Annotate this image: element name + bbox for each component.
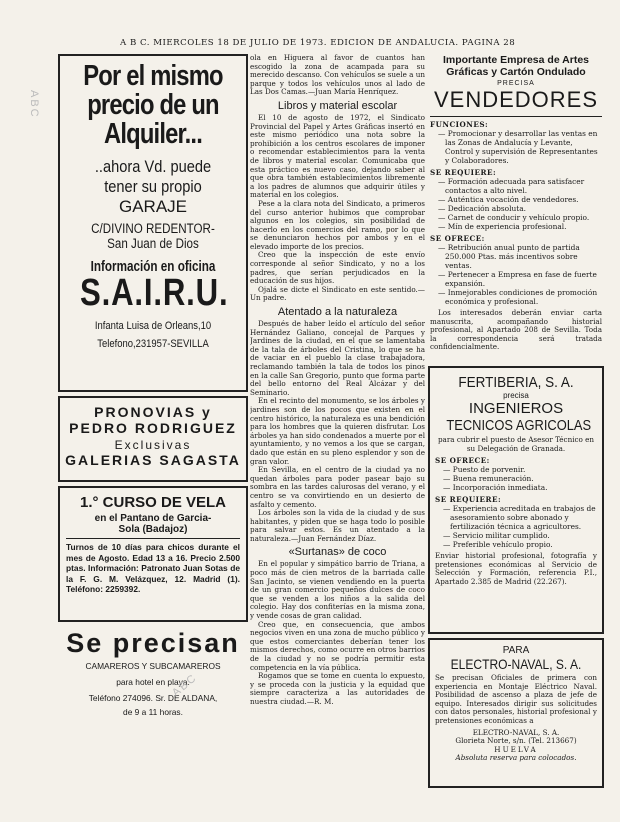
ad-vendedores-lab2: SE REQUIERE: xyxy=(430,168,497,177)
ad-electro-line6: HUELVA xyxy=(494,744,538,754)
ad-vela-sub1: en el Pantano de Garcia- xyxy=(94,513,212,524)
ad-vendedores-funciones xyxy=(430,129,602,165)
column-left xyxy=(58,54,248,726)
ad-vendedores-foot: Los interesados deberán enviar carta manuscrita, acompañando historial profesional, al Apartado 208 de Sevilla. Toda la correspondencia será tratada confidencialmente. xyxy=(430,308,602,352)
ad-vendedores-ofrece xyxy=(430,243,602,306)
ad-vendedores-r1: — Formación adecuada para satisfacer contactos a alto nivel. xyxy=(438,177,585,195)
article-p9: En el popular y simpático barrio de Triana, a poco más de cien metros de la barriada calle San Jacinto, se vienen vendiendo en la puerta de un gran comercio pequeños dulces de coco que se venden a los niños a la salida del colegio. Hay dos confiterías en la misma zona, y vende cosas de gran calidad. xyxy=(250,559,425,621)
ad-fertiberia-o1: — Puesto de porvenir. xyxy=(443,465,526,475)
ad-garaje-line1: Por el mismo xyxy=(83,60,223,92)
ad-vendedores-r4: — Carnet de conducir y vehículo propio. xyxy=(438,213,590,222)
ad-fertiberia-line4: TECNICOS AGRICOLAS xyxy=(446,417,592,434)
ad-fertiberia-o2: — Buena remuneración. xyxy=(443,474,534,484)
ad-electro-line2: ELECTRO-NAVAL, S. A. xyxy=(450,656,582,672)
ad-precisan xyxy=(58,626,248,722)
ad-electro-line3: Se precisan Oficiales de primera con experiencia en Montaje Eléctrico Naval. Posibilidad de ascenso a plaza de jefe de equipo. Interesados dirigir sus solicitudes con datos personales, historial profesional y pretensiones económicas a xyxy=(435,673,597,725)
ad-garaje-line9: Información en oficina xyxy=(90,258,216,275)
ad-vendedores-r3: — Dedicación absoluta. xyxy=(438,204,526,213)
ad-fertiberia xyxy=(428,366,604,634)
ad-vendedores-line2: Gráficas y Cartón Ondulado xyxy=(446,66,586,78)
article-p8: Los árboles son la vida de la ciudad y de sus habitantes, y piden que se haga todo lo posible para salvar estos. Es un atentado a la naturaleza.—Juan Fernández Díaz. xyxy=(250,508,425,543)
ad-vendedores-o1: — Retribución anual punto de partida 250.000 Ptas. más incentivos sobre ventas. xyxy=(438,243,580,270)
column-right xyxy=(428,54,604,792)
ad-vela xyxy=(58,486,248,622)
ad-precisan-line3: Teléfono 274096. Sr. DE ALDANA, xyxy=(88,693,218,703)
ad-vendedores-rule xyxy=(430,116,602,117)
watermark-left: ABC xyxy=(28,90,40,119)
article-p11: Rogamos que se tome en cuenta lo expuesto, y se proceda con la justicia y la equidad que siempre caracteriza a las autoridades de nuestra ciudad.—R. M. xyxy=(250,671,425,706)
ad-fertiberia-line3: INGENIEROS xyxy=(468,400,564,417)
article-p6: En el recinto del monumento, se los árboles y jardines son de los pocos que existen en el centro histórico, la naturaleza es una bendición para los hombres que la quieren disfrutar. Los árboles ya han sido condenados a muerte por el ayuntamiento, y no vemos a los que se cargan, dado que están en su pleno esplendor y son de gran valor. xyxy=(250,396,425,466)
ad-garaje-line12: Telefono,231957-SEVILLA xyxy=(97,338,209,350)
ad-vendedores-o3: — Inmejorables condiciones de promoción económica y profesional. xyxy=(438,288,598,306)
ad-fertiberia-line1: FERTIBERIA, S. A. xyxy=(458,374,574,391)
ad-garaje-line11: Infanta Luisa de Orleans,10 xyxy=(94,320,212,332)
article-p3: Creo que la inspección de este envío corresponde al señor Sindicato, y no a los padres, que serían perjudicados en la educación de sus hijos. xyxy=(250,250,425,286)
ad-garaje xyxy=(58,54,248,392)
ad-vendedores-requiere xyxy=(430,177,602,231)
ad-pronovias-line1: PRONOVIAS y xyxy=(94,404,212,420)
ad-vela-title: 1.° CURSO DE VELA xyxy=(79,494,227,511)
ad-precisan-line2: para hotel en playa. xyxy=(116,677,190,687)
article-p2: Pese a la clara nota del Sindicato, a primeros del curso anterior hubimos que comprobar algunos en los colegios, sin posibilidad de hacerlo en los comercios del ramo, por lo que se denunciaron hechos por ambos y en el elevado importe de los precios. xyxy=(250,198,425,251)
ad-electro-naval xyxy=(428,638,604,788)
ad-garaje-line2: precio de un xyxy=(87,89,219,121)
article-p10: Creo que, en consecuencia, que ambos negocios viven en una zona de mucho público y que estos comerciantes deberían tener los mismos derechos, como ocurre en otros barrios de la ciudad y no se podría permitir esta competencia en la vía pública. xyxy=(250,619,425,672)
ad-vela-body: Turnos de 10 días para chicos durante el mes de Agosto. Edad 13 a 16. Precio 2.500 ptas. Información: Patronato Juan Sotas de la F. G. M. Velázquez, 12. Madrid (1). Teléfono: 2259392. xyxy=(66,542,240,595)
ad-fertiberia-r2: — Servicio militar cumplido. xyxy=(443,531,550,541)
ad-vela-sub2: Sola (Badajoz) xyxy=(118,524,188,535)
ad-electro-line4: ELECTRO-NAVAL, S. A. xyxy=(472,727,560,737)
article-intro: ola en Higuera al favor de cuantos han escogido la zona de acampada para su merecido descanso. Con vehículos se suele a un parque y todos los vehículos unos al lado de Las Dos Camas.—Juan María Henríquez. xyxy=(250,54,425,97)
ad-fertiberia-ofrece xyxy=(435,465,597,492)
article-heading-surtanas: «Surtanas» de coco xyxy=(288,546,387,559)
ad-precisan-line1: CAMAREROS Y SUBCAMAREROS xyxy=(85,661,221,671)
ad-vendedores-r5: — Mín de experiencia profesional. xyxy=(438,222,567,231)
ad-fertiberia-requiere xyxy=(435,504,597,549)
ad-fertiberia-o3: — Incorporación inmediata. xyxy=(443,483,548,493)
article-p4: Ojalá se dicte el Sindicato en este sentido.—Un padre. xyxy=(250,284,425,303)
ad-garaje-line8: San Juan de Dios xyxy=(107,236,199,251)
article-heading-atentado: Atentado a la naturaleza xyxy=(277,306,398,319)
ad-vendedores-o2: — Pertenecer a Empresa en fase de fuerte expansión. xyxy=(438,270,597,288)
ad-pronovias-line2: PEDRO RODRIGUEZ xyxy=(69,420,237,436)
ad-garaje-line6: GARAJE xyxy=(118,197,188,216)
article-p5: Después de haber leído el artículo del señor Hernández Galiano, concejal de Parques y Jardines de la ciudad, en el que se lamentaba de la tala de árboles del Cristina, lo que se ha de vaciar en el pueblo la clase trabajadora, reclamando también la tala de todos los pinos en la calle San Gregorio, punto que forma parte del bello entorno del Real Alcázar y del Seminario. xyxy=(250,319,425,397)
ad-fertiberia-lab1: SE OFRECE: xyxy=(435,456,490,466)
ad-fertiberia-line2: precisa xyxy=(503,391,529,400)
ad-fertiberia-r3: — Preferible vehículo propio. xyxy=(443,540,553,550)
ad-vendedores-line3: PRECISA xyxy=(497,80,535,87)
ad-vendedores-r2: — Auténtica vocación de vendedores. xyxy=(438,195,579,204)
ad-fertiberia-line5: para cubrir el puesto de Asesor Técnico en su Delegación de Granada. xyxy=(437,435,595,453)
ad-vendedores-lab1: FUNCIONES: xyxy=(430,120,489,129)
ad-vendedores-line1: Importante Empresa de Artes xyxy=(442,54,590,66)
ad-vela-rule xyxy=(66,538,240,539)
page-header: A B C. MIERCOLES 18 DE JULIO DE 1973. EDICION DE ANDALUCIA. PAGINA 28 xyxy=(120,38,516,48)
ad-precisan-title: Se precisan xyxy=(66,628,240,658)
ad-electro-line1: PARA xyxy=(502,645,530,656)
ad-garaje-line10: S.A.I.R.U. xyxy=(80,272,229,314)
ad-vendedores-f1: — Promocionar y desarrollar las ventas en las Zonas de Andalucía y Levante, Control y supervisión de Representantes y Colaboradores. xyxy=(438,129,598,165)
article-heading-libros: Libros y material escolar xyxy=(277,99,398,112)
article-p7: En Sevilla, en el centro de la ciudad ya no quedan árboles para poder pasear bajo su sombra en las tardes calurosas del verano, y el centro se va convirtiendo en un desierto de asfalto y cemento. xyxy=(250,465,425,509)
ad-vendedores-lab3: SE OFRECE: xyxy=(430,234,485,243)
ad-fertiberia-foot: Enviar historial profesional, fotografía y pretensiones económicas al Servicio de Selección y Formación, referencia P.I., Apartado 2.385 de Madrid (22.267). xyxy=(435,551,597,586)
ad-garaje-line3: Alquiler... xyxy=(103,118,203,150)
ad-fertiberia-lab2: SE REQUIERE: xyxy=(435,495,502,505)
column-article xyxy=(250,54,425,784)
ad-garaje-line7: C/DIVINO REDENTOR- xyxy=(91,221,215,236)
ad-fertiberia-r1: — Experiencia acreditada en trabajos de asesoramiento sobre abonado y fertilización técnica a agricultores. xyxy=(443,504,596,532)
ad-electro-line5: Glorieta Norte, s/n. (Tel. 213667) xyxy=(455,736,577,746)
ad-pronovias-line4: GALERIAS SAGASTA xyxy=(65,452,241,468)
ad-garaje-line5: tener su propio xyxy=(104,177,202,196)
ad-garaje-line4: ..ahora Vd. puede xyxy=(94,157,212,176)
ad-vendedores xyxy=(428,54,604,366)
ad-pronovias-line3: Exclusivas xyxy=(114,438,192,452)
ad-precisan-line4: de 9 a 11 horas. xyxy=(123,707,183,717)
article-p1: El 10 de agosto de 1972, el Sindicato Provincial del Papel y Artes Gráficas insertó en este mismo periódico una nota sobre la prohibición a los centros escolares de imponer o recomendar establecimientos para la venta de libros y material escolar. Comunicaba que esta práctico es nuevo caso, dejando saber al que obra también establecimientos libremente a los padres de alumnos que adquirir útiles y material en los colegios. xyxy=(250,112,425,200)
ad-pronovias xyxy=(58,396,248,482)
ad-electro-line7: Absoluta reserva para colocados. xyxy=(455,753,577,763)
ad-vendedores-line4: VENDEDORES xyxy=(433,87,599,112)
watermark-bottom: ABC xyxy=(170,671,200,700)
